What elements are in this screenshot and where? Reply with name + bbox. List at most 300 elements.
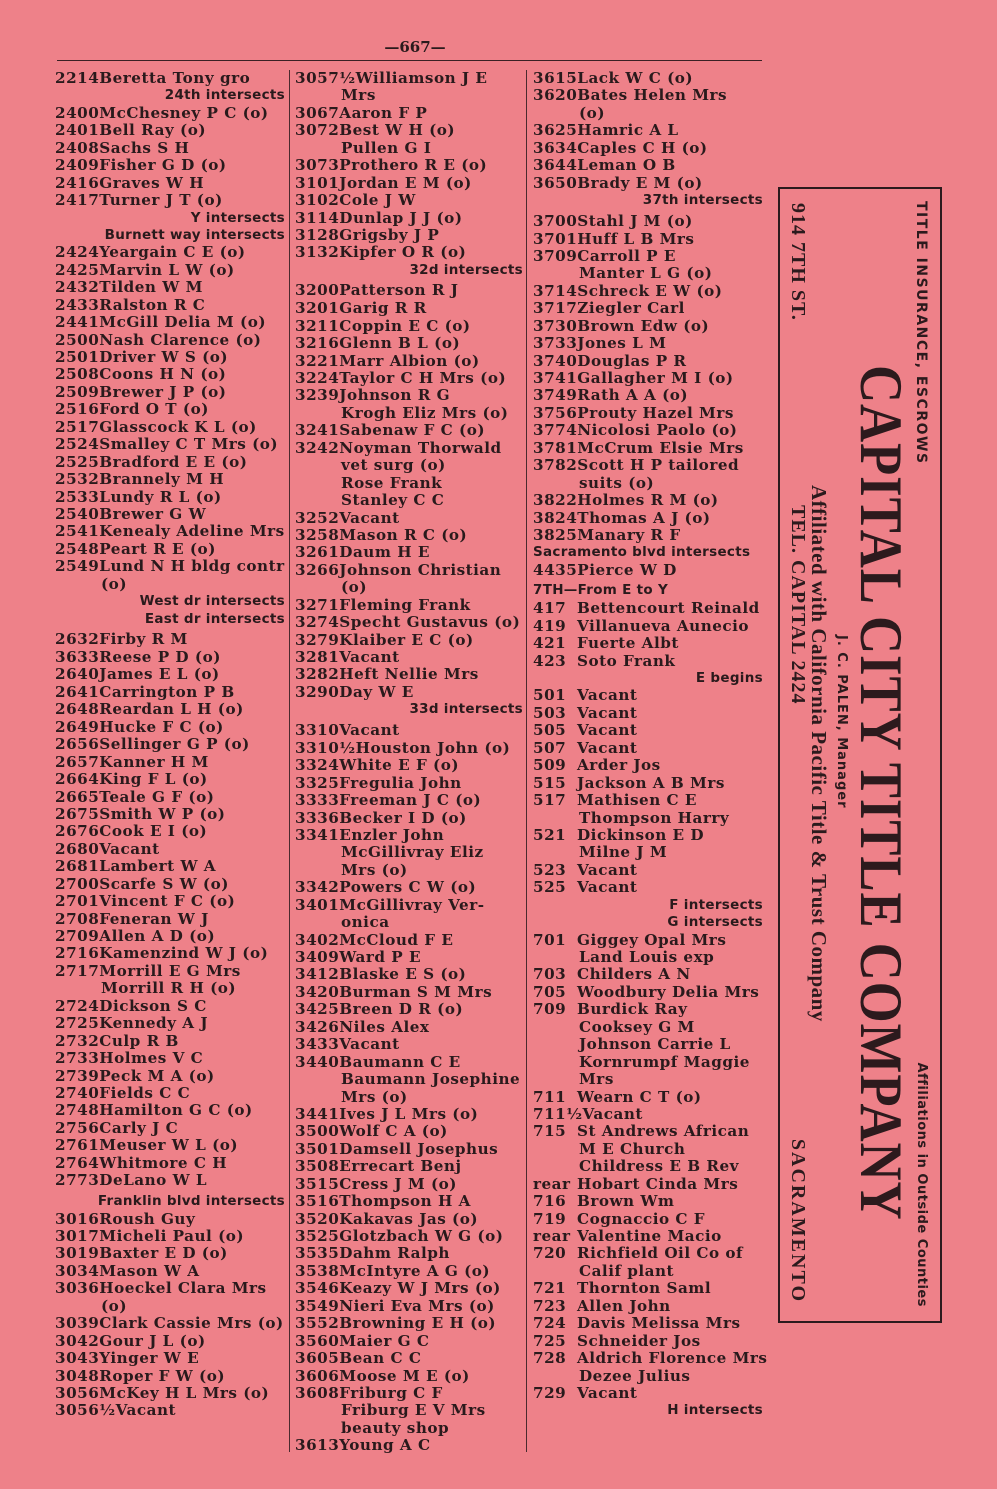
resident-name: Scarfe S W (o)	[99, 874, 229, 893]
directory-entry-continuation: Mrs	[341, 86, 376, 105]
directory-entry	[55, 945, 285, 962]
house-number: 3741	[533, 369, 578, 387]
house-number: 709	[533, 1000, 567, 1019]
directory-entry	[295, 387, 523, 404]
house-number: 2641	[55, 682, 100, 701]
resident-name: Thornton Saml	[577, 1279, 712, 1298]
ad-affiliations-line: Affiliations in Outside Counties	[914, 1062, 929, 1307]
resident-name: Whitmore C H	[99, 1153, 228, 1172]
directory-entry	[295, 562, 523, 579]
house-number: 3216	[295, 334, 340, 353]
house-number: 3781	[533, 438, 578, 457]
resident-name: Cognaccio C F	[577, 1209, 706, 1228]
directory-entry	[55, 419, 285, 436]
house-number: 2649	[55, 717, 100, 736]
directory-entry	[295, 353, 523, 370]
resident-name: Fisher G D (o)	[99, 156, 227, 175]
resident-name: Ward P E	[339, 948, 422, 966]
house-number: 2716	[55, 944, 100, 963]
house-number: 2773	[55, 1171, 100, 1190]
resident-name: Valentine Macio	[577, 1227, 722, 1245]
house-number: 3606	[295, 1366, 340, 1385]
resident-name: McGillivray Ver-	[339, 895, 485, 914]
resident-name: Kennedy A J	[99, 1014, 209, 1033]
house-number: 723	[533, 1296, 567, 1315]
resident-name: Fuerte Albt	[577, 634, 679, 653]
resident-name: Davis Melissa Mrs	[577, 1314, 741, 1333]
resident-name: Patterson R J	[339, 281, 459, 300]
directory-entry-continuation: Stanley C C	[341, 491, 445, 510]
directory-entry	[533, 1385, 763, 1402]
resident-name: Graves W H	[99, 173, 205, 192]
house-number: 3401	[295, 895, 340, 914]
directory-entry	[55, 140, 285, 157]
directory-entry	[295, 1333, 523, 1350]
house-number: 3310½	[295, 738, 356, 757]
house-number: 2717	[55, 961, 100, 980]
resident-name: McCrum Elsie Mrs	[577, 438, 744, 457]
resident-name: Baxter E D (o)	[99, 1244, 228, 1263]
directory-entry	[533, 1349, 768, 1368]
resident-name: Nicolosi Paolo (o)	[577, 421, 738, 440]
directory-entry	[295, 1211, 523, 1228]
house-number: 2708	[55, 909, 100, 928]
directory-entry	[533, 635, 763, 652]
resident-name: Yeargain C E (o)	[99, 243, 246, 262]
house-number: 2732	[55, 1031, 100, 1050]
house-number: 501	[533, 686, 567, 705]
directory-entry	[533, 1089, 763, 1106]
directory-entry	[533, 932, 763, 949]
house-number: 3782	[533, 456, 578, 475]
directory-entry	[295, 1263, 523, 1280]
resident-name: Firby R M	[99, 630, 188, 648]
house-number: 505	[533, 721, 567, 740]
directory-entry	[295, 1315, 523, 1332]
directory-column-2	[295, 70, 523, 1455]
resident-name: Driver W S (o)	[99, 348, 229, 366]
directory-entry	[55, 105, 285, 122]
resident-name: Jackson A B Mrs	[577, 773, 725, 792]
directory-entry	[55, 928, 285, 945]
directory-entry	[533, 370, 763, 387]
resident-name: Day W E	[339, 682, 414, 701]
house-number: 503	[533, 703, 567, 722]
directory-entry	[295, 1123, 523, 1140]
house-number: 3425	[295, 1000, 340, 1019]
resident-name: Arder Jos	[577, 756, 661, 775]
page-number: —667—	[384, 38, 446, 56]
directory-entry	[55, 1350, 285, 1367]
directory-entry	[295, 192, 523, 209]
directory-entry	[295, 632, 523, 649]
directory-entry-continuation: Childress E B Rev	[579, 1157, 739, 1176]
house-number: 3333	[295, 791, 340, 810]
house-number: 2424	[55, 243, 100, 262]
house-number: 3501	[295, 1139, 340, 1158]
resident-name: Taylor C H Mrs (o)	[339, 369, 507, 387]
directory-entry	[533, 318, 763, 335]
house-number: 3271	[295, 595, 340, 614]
directory-entry-continuation: suits (o)	[579, 473, 655, 492]
resident-name: Vacant	[577, 1383, 638, 1402]
directory-entry	[55, 489, 285, 506]
resident-name: Micheli Paul (o)	[99, 1227, 245, 1245]
house-number: 2432	[55, 278, 100, 297]
house-number: 3634	[533, 138, 578, 157]
directory-entry	[295, 510, 523, 527]
ad-services-line: TITLE INSURANCE, ESCROWS	[913, 201, 929, 465]
directory-entry	[55, 1102, 285, 1119]
street-intersection-heading: G intersects	[667, 914, 763, 931]
directory-entry	[295, 684, 523, 701]
house-number: 421	[533, 634, 567, 653]
resident-name: Vacant	[577, 703, 638, 722]
directory-entry	[295, 527, 523, 544]
resident-name: Allen John	[577, 1296, 671, 1315]
directory-entry	[533, 492, 763, 509]
house-number: 3102	[295, 191, 340, 210]
resident-name: Giggey Opal Mrs	[577, 930, 727, 949]
directory-entry-continuation: beauty shop	[341, 1418, 450, 1437]
directory-entry	[55, 1228, 285, 1245]
house-number: 3549	[295, 1296, 340, 1315]
directory-entry	[55, 401, 285, 418]
directory-entry-continuation: onica	[341, 913, 390, 932]
directory-entry	[55, 279, 285, 296]
directory-entry	[55, 789, 285, 806]
house-number: 3101	[295, 173, 340, 192]
directory-entry	[295, 1193, 523, 1210]
house-number: 3128	[295, 225, 340, 244]
directory-entry	[55, 523, 285, 540]
directory-entry-continuation: vet surg (o)	[341, 456, 446, 475]
resident-name: Wolf C A (o)	[339, 1122, 448, 1141]
resident-name: Sachs S H	[99, 138, 190, 157]
house-number: 2516	[55, 400, 100, 419]
street-intersection-heading: 32d intersects	[409, 261, 523, 278]
house-number: 3043	[55, 1349, 100, 1368]
directory-entry	[533, 1315, 763, 1332]
directory-entry-continuation: M E Church	[579, 1139, 686, 1158]
resident-name: Errecart Benj	[339, 1157, 462, 1176]
house-number: 3508	[295, 1157, 340, 1176]
resident-name: Prothero R E (o)	[339, 156, 488, 175]
house-number: 3036	[55, 1279, 100, 1298]
advertisement-content	[785, 195, 935, 1315]
directory-entry	[55, 1015, 285, 1032]
house-number: rear	[533, 1227, 571, 1245]
house-number: 2632	[55, 630, 100, 648]
resident-name: Schreck E W (o)	[577, 281, 723, 300]
resident-name: Jones L M	[577, 334, 667, 353]
directory-entry	[533, 1211, 763, 1228]
resident-name: Fleming Frank	[339, 595, 471, 614]
resident-name: Cook E I (o)	[99, 822, 208, 841]
house-number: 3279	[295, 630, 340, 649]
resident-name: Cole J W	[339, 191, 416, 210]
directory-entry	[533, 527, 763, 544]
house-number: 3650	[533, 173, 578, 192]
resident-name: Mathisen C E	[577, 791, 697, 810]
house-number: 2724	[55, 996, 100, 1015]
resident-name: Vacant	[577, 878, 638, 897]
directory-entry	[55, 1333, 285, 1350]
resident-name: McIntyre A G (o)	[339, 1261, 491, 1280]
house-number: 2640	[55, 665, 100, 684]
column-divider	[289, 70, 290, 1452]
directory-entry	[55, 471, 285, 488]
resident-name: Coppin E C (o)	[339, 316, 471, 335]
directory-entry	[533, 562, 763, 579]
directory-entry	[533, 705, 763, 722]
directory-entry	[533, 653, 763, 670]
directory-entry	[533, 70, 763, 87]
resident-name: McGill Delia M (o)	[99, 313, 267, 332]
resident-name: Moose M E (o)	[339, 1366, 470, 1385]
resident-name: Hucke F C (o)	[99, 717, 224, 736]
resident-name: Vacant	[582, 1104, 643, 1123]
directory-entry	[55, 1385, 285, 1402]
top-rule	[57, 60, 762, 61]
resident-name: Reardan L H (o)	[99, 700, 244, 719]
house-number: 2664	[55, 770, 100, 789]
house-number: 724	[533, 1314, 567, 1333]
directory-entry	[55, 701, 285, 718]
resident-name: Bell Ray (o)	[99, 121, 207, 140]
house-number: 715	[533, 1122, 567, 1141]
house-number: 3644	[533, 156, 578, 175]
resident-name: Gallagher M I (o)	[577, 369, 734, 387]
house-number: 2524	[55, 435, 100, 454]
directory-entry	[533, 757, 763, 774]
resident-name: Young A C	[339, 1436, 431, 1455]
resident-name: Lack W C (o)	[577, 69, 694, 87]
directory-entry	[55, 1137, 285, 1154]
resident-name: Woodbury Delia Mrs	[577, 982, 760, 1001]
resident-name: Kakavas Jas (o)	[339, 1209, 479, 1228]
directory-entry	[55, 384, 285, 401]
directory-entry	[55, 157, 285, 174]
house-number: 3756	[533, 403, 578, 422]
house-number: 509	[533, 756, 567, 775]
resident-name: DeLano W L	[99, 1171, 208, 1190]
house-number: 3290	[295, 682, 340, 701]
house-number: 2733	[55, 1049, 100, 1068]
house-number: 2409	[55, 156, 100, 175]
resident-name: Noyman Thorwald	[339, 438, 502, 457]
house-number: 3342	[295, 878, 340, 897]
directory-entry	[295, 966, 523, 983]
directory-entry	[55, 262, 285, 279]
directory-entry	[55, 771, 285, 788]
directory-entry	[533, 862, 763, 879]
house-number: 3620	[533, 86, 578, 105]
directory-entry	[533, 422, 763, 439]
resident-name: Maier G C	[339, 1331, 430, 1350]
house-number: 3546	[295, 1279, 340, 1298]
resident-name: Breen D R (o)	[339, 1000, 464, 1019]
directory-entry	[295, 614, 523, 631]
resident-name: Lundy R L (o)	[99, 487, 222, 506]
house-number: 3605	[295, 1349, 340, 1368]
directory-entry	[533, 1176, 763, 1193]
house-number: 3132	[295, 243, 340, 262]
directory-entry	[295, 105, 523, 122]
house-number: 3613	[295, 1436, 340, 1455]
resident-name: Rath A A (o)	[577, 386, 689, 405]
directory-entry	[295, 318, 523, 335]
house-number: 2532	[55, 470, 100, 489]
directory-entry-continuation: Mrs	[579, 1070, 614, 1089]
directory-entry	[295, 440, 523, 457]
directory-entry	[55, 1085, 285, 1102]
resident-name: Klaiber E C (o)	[339, 630, 474, 649]
resident-name: St Andrews African	[577, 1122, 750, 1141]
directory-entry	[295, 1245, 523, 1262]
directory-entry	[533, 1228, 763, 1245]
directory-entry	[533, 405, 763, 422]
resident-name: Morrill E G Mrs	[99, 961, 241, 980]
resident-name: Becker I D (o)	[339, 808, 467, 827]
house-number: 2709	[55, 927, 100, 945]
resident-name: Daum H E	[339, 543, 430, 562]
resident-name: Blaske E S (o)	[339, 965, 467, 984]
resident-name: Coons H N (o)	[99, 365, 227, 384]
directory-entry	[533, 157, 763, 174]
house-number: 2500	[55, 330, 100, 349]
directory-entry	[533, 122, 763, 139]
resident-name: Niles Alex	[339, 1017, 430, 1036]
resident-name: Villanueva Aunecio	[577, 616, 750, 635]
resident-name: Smalley C T Mrs (o)	[99, 435, 279, 454]
resident-name: McCloud F E	[339, 930, 454, 949]
resident-name: Houston John (o)	[355, 738, 511, 757]
directory-entry	[55, 122, 285, 139]
directory-entry	[533, 966, 763, 983]
directory-entry	[295, 175, 523, 192]
house-number: 2549	[55, 557, 100, 576]
resident-name: Carroll P E	[577, 246, 676, 265]
resident-name: Browning E H (o)	[339, 1314, 497, 1333]
house-number: 2441	[55, 313, 100, 332]
house-number: 3017	[55, 1227, 100, 1245]
directory-entry	[533, 792, 763, 809]
house-number: 2408	[55, 138, 100, 157]
directory-entry	[295, 1141, 523, 1158]
resident-name: Hamric A L	[577, 121, 679, 140]
street-intersection-heading: 37th intersects	[642, 192, 763, 209]
directory-entry-continuation: Kornrumpf Maggie	[579, 1052, 750, 1071]
resident-name: Carly J C	[99, 1118, 179, 1137]
house-number: 3067	[295, 103, 340, 122]
directory-entry	[295, 792, 523, 809]
house-number: 2508	[55, 365, 100, 384]
directory-entry	[295, 70, 523, 87]
house-number: 3700	[533, 211, 578, 230]
house-number: 3615	[533, 69, 578, 87]
resident-name: Hoeckel Clara Mrs	[99, 1279, 267, 1298]
resident-name: Ralston R C	[99, 295, 206, 314]
resident-name: Bean C C	[339, 1349, 422, 1368]
house-number: 417	[533, 599, 567, 618]
directory-entry	[55, 349, 285, 366]
resident-name: Brewer G W	[99, 504, 207, 523]
resident-name: Teale G F (o)	[99, 787, 215, 806]
resident-name: Powers C W (o)	[339, 878, 477, 897]
resident-name: Vacant	[339, 720, 400, 739]
house-number: 2425	[55, 260, 100, 279]
directory-entry	[295, 227, 523, 244]
resident-name: Brannely M H	[99, 470, 225, 489]
house-number: 2748	[55, 1101, 100, 1120]
street-intersection-heading: West dr intersects	[139, 593, 285, 610]
house-number: 3042	[55, 1331, 100, 1350]
directory-entry	[533, 140, 763, 157]
directory-entry	[55, 823, 285, 840]
directory-entry	[533, 335, 763, 352]
house-number: 517	[533, 791, 567, 810]
directory-entry	[295, 1106, 523, 1123]
house-number: 3633	[55, 648, 100, 666]
directory-entry	[533, 300, 763, 317]
directory-entry	[533, 510, 763, 527]
house-number: 3440	[295, 1052, 340, 1071]
house-number: 3709	[533, 246, 578, 265]
directory-entry	[55, 649, 285, 666]
directory-entry-continuation: Morrill R H (o)	[101, 979, 237, 998]
directory-entry	[55, 1315, 285, 1332]
resident-name: Vacant	[577, 686, 638, 705]
street-intersection-heading: Sacramento blvd intersects	[533, 544, 751, 561]
directory-entry	[295, 244, 523, 261]
directory-entry	[533, 687, 763, 704]
resident-name: Feneran W J	[99, 909, 209, 928]
directory-entry	[55, 684, 285, 701]
resident-name: Glotzbach W G (o)	[339, 1227, 504, 1245]
resident-name: Douglas P R	[577, 351, 687, 370]
directory-entry	[55, 963, 285, 980]
directory-entry	[533, 353, 763, 370]
house-number: 2401	[55, 121, 100, 140]
resident-name: Culp R B	[99, 1031, 179, 1050]
house-number: 2656	[55, 735, 100, 754]
directory-entry-continuation: Johnson Carrie L	[579, 1035, 731, 1054]
house-number: 3740	[533, 351, 578, 370]
directory-entry	[295, 949, 523, 966]
resident-name: Williamson J E	[355, 69, 488, 87]
resident-name: Bradford E E (o)	[99, 452, 248, 471]
resident-name: Fields C C	[99, 1083, 191, 1102]
resident-name: Baumann C E	[339, 1052, 461, 1071]
resident-name: Brown Wm	[577, 1192, 675, 1211]
house-number: 2680	[55, 839, 100, 858]
directory-entry	[55, 70, 285, 87]
house-number: 720	[533, 1244, 567, 1263]
house-number: 3824	[533, 508, 578, 527]
house-number: 705	[533, 982, 567, 1001]
directory-entry	[295, 1019, 523, 1036]
resident-name: Kanner H M	[99, 752, 209, 771]
directory-entry	[55, 175, 285, 192]
house-number: 507	[533, 738, 567, 757]
resident-name: Roper F W (o)	[99, 1366, 226, 1385]
directory-entry	[533, 175, 763, 192]
directory-entry	[533, 1280, 763, 1297]
house-number: 3221	[295, 351, 340, 370]
resident-name: Lund N H bldg contr	[99, 557, 285, 576]
house-number: 3258	[295, 525, 340, 544]
